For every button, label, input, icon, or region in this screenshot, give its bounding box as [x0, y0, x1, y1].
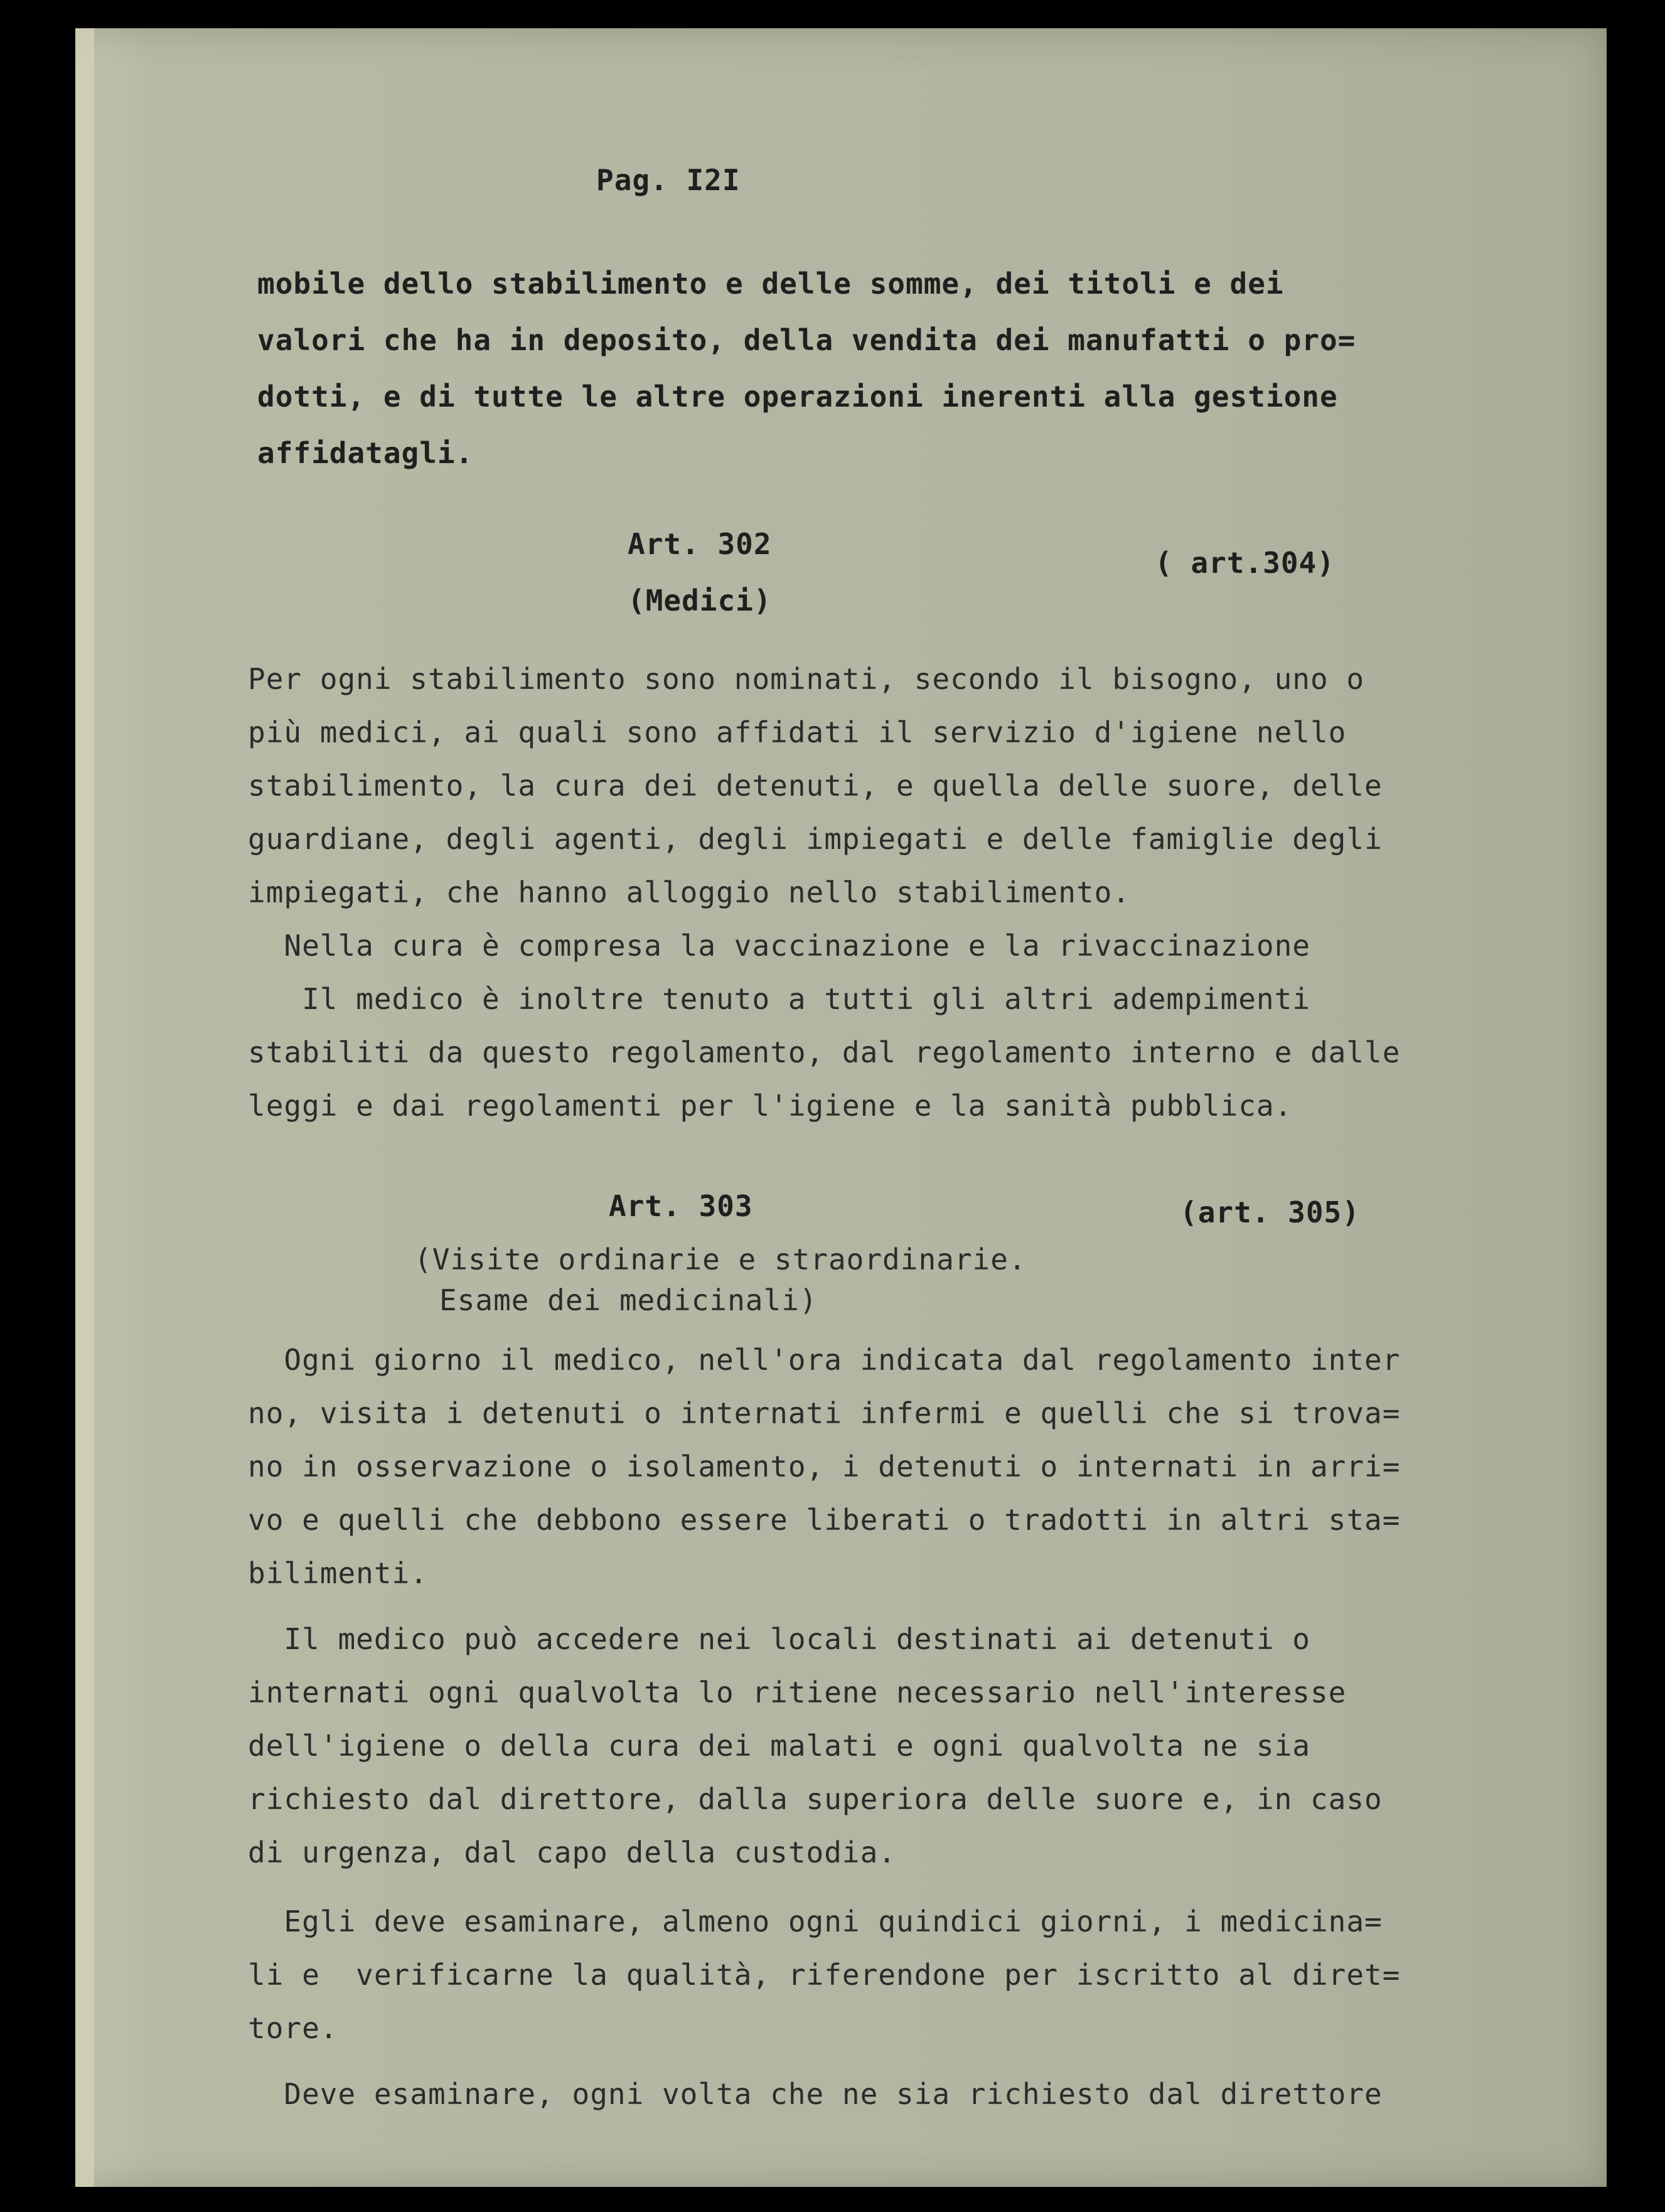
- article-303-reference: (art. 305): [1180, 1195, 1360, 1229]
- article-302-line: Per ogni stabilimento sono nominati, secondo il bisogno, uno o: [248, 662, 1365, 696]
- intro-line: dotti, e di tutte le altre operazioni inerenti alla gestione: [257, 380, 1338, 414]
- article-302-line: stabilimento, la cura dei detenuti, e quella delle suore, delle: [248, 769, 1383, 803]
- document-page: [75, 28, 1607, 2187]
- article-303-line: dell'igiene o della cura dei malati e ogni qualvolta ne sia: [248, 1729, 1310, 1763]
- article-303-line: Il medico può accedere nei locali destinati ai detenuti o: [248, 1622, 1310, 1656]
- article-303-line: no in osservazione o isolamento, i detenuti o internati in arri=: [248, 1450, 1401, 1483]
- intro-line: valori che ha in deposito, della vendita dei manufatti o pro=: [257, 323, 1356, 357]
- article-302-reference: ( art.304): [1155, 546, 1335, 580]
- article-303-line: vo e quelli che debbono essere liberati o tradotti in altri sta=: [248, 1503, 1401, 1537]
- article-303-line: Ogni giorno il medico, nell'ora indicata dal regolamento inter: [248, 1343, 1401, 1377]
- article-302-line: più medici, ai quali sono affidati il servizio d'igiene nello: [248, 715, 1347, 749]
- article-303-number: Art. 303: [609, 1189, 753, 1223]
- article-303-line: di urgenza, dal capo della custodia.: [248, 1835, 896, 1869]
- article-302-line: Il medico è inoltre tenuto a tutti gli altri adempimenti: [248, 982, 1310, 1016]
- article-302-line: leggi e dai regolamenti per l'igiene e la sanità pubblica.: [248, 1089, 1293, 1123]
- article-303-line: bilimenti.: [248, 1556, 428, 1590]
- article-303-line: li e verificarne la qualità, riferendone per iscritto al diret=: [248, 1958, 1401, 1992]
- article-302-line: guardiane, degli agenti, degli impiegati e delle famiglie degli: [248, 822, 1383, 856]
- article-303-line: richiesto dal direttore, dalla superiora delle suore e, in caso: [248, 1782, 1383, 1816]
- paper-edge-strip: [75, 28, 94, 2187]
- article-302-number: Art. 302: [628, 527, 772, 561]
- article-303-line: Deve esaminare, ogni volta che ne sia richiesto dal direttore: [248, 2077, 1383, 2111]
- article-303-title-line2: Esame dei medicinali): [439, 1283, 818, 1317]
- intro-line: mobile dello stabilimento e delle somme, dei titoli e dei: [257, 267, 1284, 301]
- article-302-line: Nella cura è compresa la vaccinazione e la rivaccinazione: [248, 929, 1310, 963]
- article-303-line: Egli deve esaminare, almeno ogni quindici giorni, i medicina=: [248, 1905, 1383, 1938]
- page-header: Pag. I2I: [596, 163, 741, 197]
- article-303-line: no, visita i detenuti o internati infermi e quelli che si trova=: [248, 1396, 1401, 1430]
- article-303-line: internati ogni qualvolta lo ritiene necessario nell'interesse: [248, 1675, 1347, 1709]
- article-303-line: tore.: [248, 2011, 338, 2045]
- article-302-line: impiegati, che hanno alloggio nello stabilimento.: [248, 875, 1131, 909]
- article-302-title: (Medici): [628, 584, 772, 617]
- article-302-line: stabiliti da questo regolamento, dal regolamento interno e dalle: [248, 1035, 1401, 1069]
- article-303-title-line1: (Visite ordinarie e straordinarie.: [414, 1242, 1027, 1276]
- intro-line: affidatagli.: [257, 436, 474, 470]
